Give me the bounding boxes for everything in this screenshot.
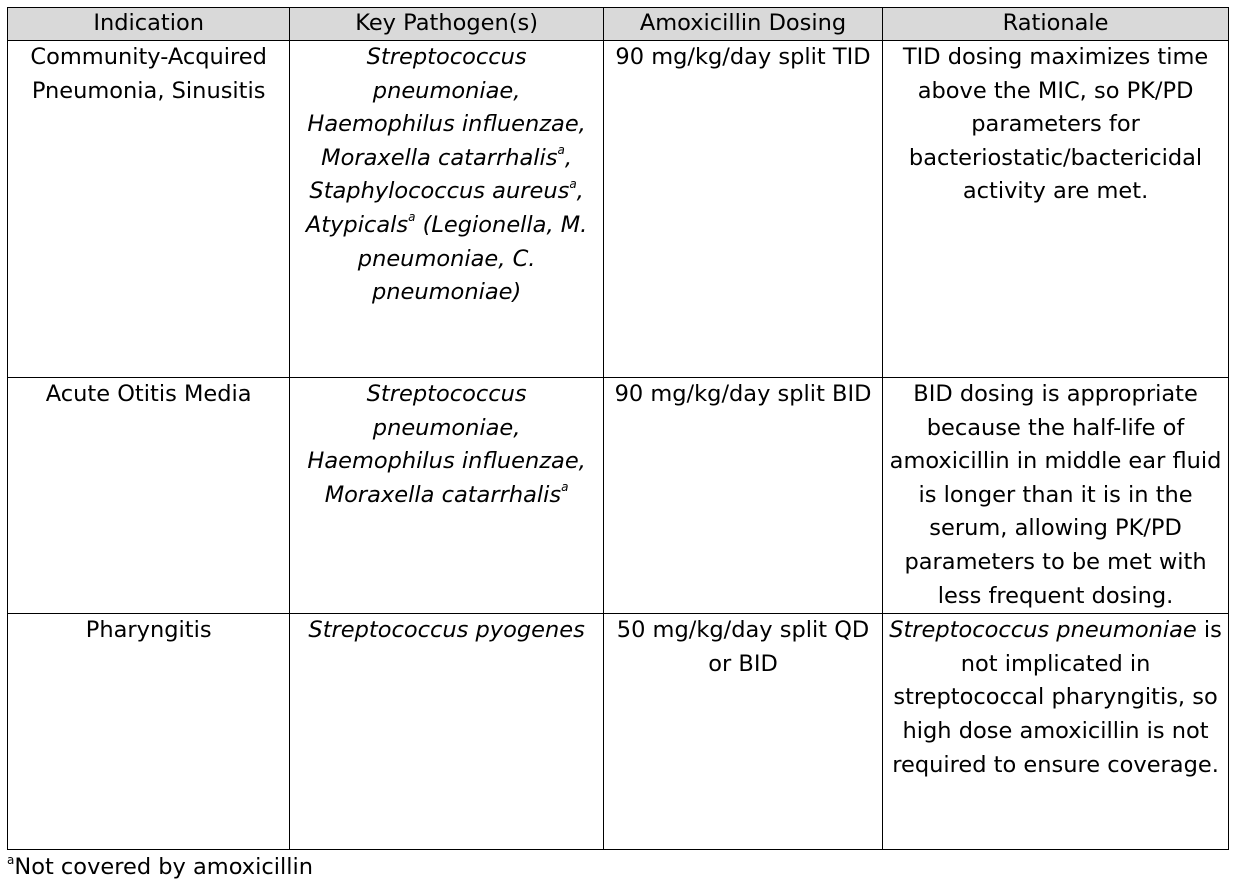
rationale-text: is not implicated in streptococcal pharyngitis, so high dose amoxicillin is not required to ensure coverage.	[892, 617, 1222, 778]
footnote-marker: a	[408, 210, 416, 225]
pathogens-cell	[290, 41, 604, 378]
rationale-italic: Streptococcus pneumoniae	[889, 617, 1197, 644]
header-indication: Indication	[8, 8, 290, 41]
pathogen-item: Moraxella catarrhalis$^a$	[324, 480, 569, 508]
dosing-cell: 50 mg/kg/day split QD or BID	[603, 614, 882, 850]
pathogen-item: Streptococcus pneumoniae,	[366, 381, 527, 441]
pathogen-item: Atypicals$^a$ (Legionella, M. pneumoniae, C. pneumoniae)	[305, 210, 588, 306]
footnote-marker: a	[561, 480, 569, 495]
table-row	[8, 614, 1229, 850]
footnote-marker: a	[557, 143, 565, 158]
header-row	[8, 8, 1229, 41]
pathogen-item: Moraxella catarrhalis$^a$,	[321, 143, 573, 171]
pathogen-item: Streptococcus pyogenes	[308, 617, 585, 644]
pathogens-cell	[290, 378, 604, 614]
indication-cell: Acute Otitis Media	[8, 378, 290, 614]
footnote-text: Not covered by amoxicillin	[14, 854, 313, 880]
table-row	[8, 378, 1229, 614]
footnote-marker: a	[569, 176, 577, 191]
header-rationale: Rationale	[883, 8, 1229, 41]
table-row	[8, 41, 1229, 378]
pathogen-item: Haemophilus influenzae,	[307, 111, 586, 138]
dosing-cell: 90 mg/kg/day split BID	[603, 378, 882, 614]
rationale-cell: BID dosing is appropriate because the half-life of amoxicillin in middle ear fluid is longer than it is in the serum, allowing PK/PD parameters to be met with less frequent dosing.	[883, 378, 1229, 614]
header-amoxicillin-dosing: Amoxicillin Dosing	[603, 8, 882, 41]
header-key-pathogens: Key Pathogen(s)	[290, 8, 604, 41]
indication-cell: Community-Acquired Pneumonia, Sinusitis	[8, 41, 290, 378]
rationale-cell	[883, 614, 1229, 850]
rationale-cell: TID dosing maximizes time above the MIC, so PK/PD parameters for bacteriostatic/bactericidal activity are met.	[883, 41, 1229, 378]
footnote	[7, 851, 313, 883]
dosing-cell: 90 mg/kg/day split TID	[603, 41, 882, 378]
indication-cell: Pharyngitis	[8, 614, 290, 850]
pathogens-cell	[290, 614, 604, 850]
amoxicillin-dosing-table	[7, 7, 1229, 850]
pathogen-item: Haemophilus influenzae,	[307, 448, 586, 475]
pathogen-item: Staphylococcus aureus$^a$,	[309, 176, 584, 205]
pathogen-item: Streptococcus pneumoniae,	[366, 44, 527, 104]
footnote-marker: a	[7, 852, 15, 867]
